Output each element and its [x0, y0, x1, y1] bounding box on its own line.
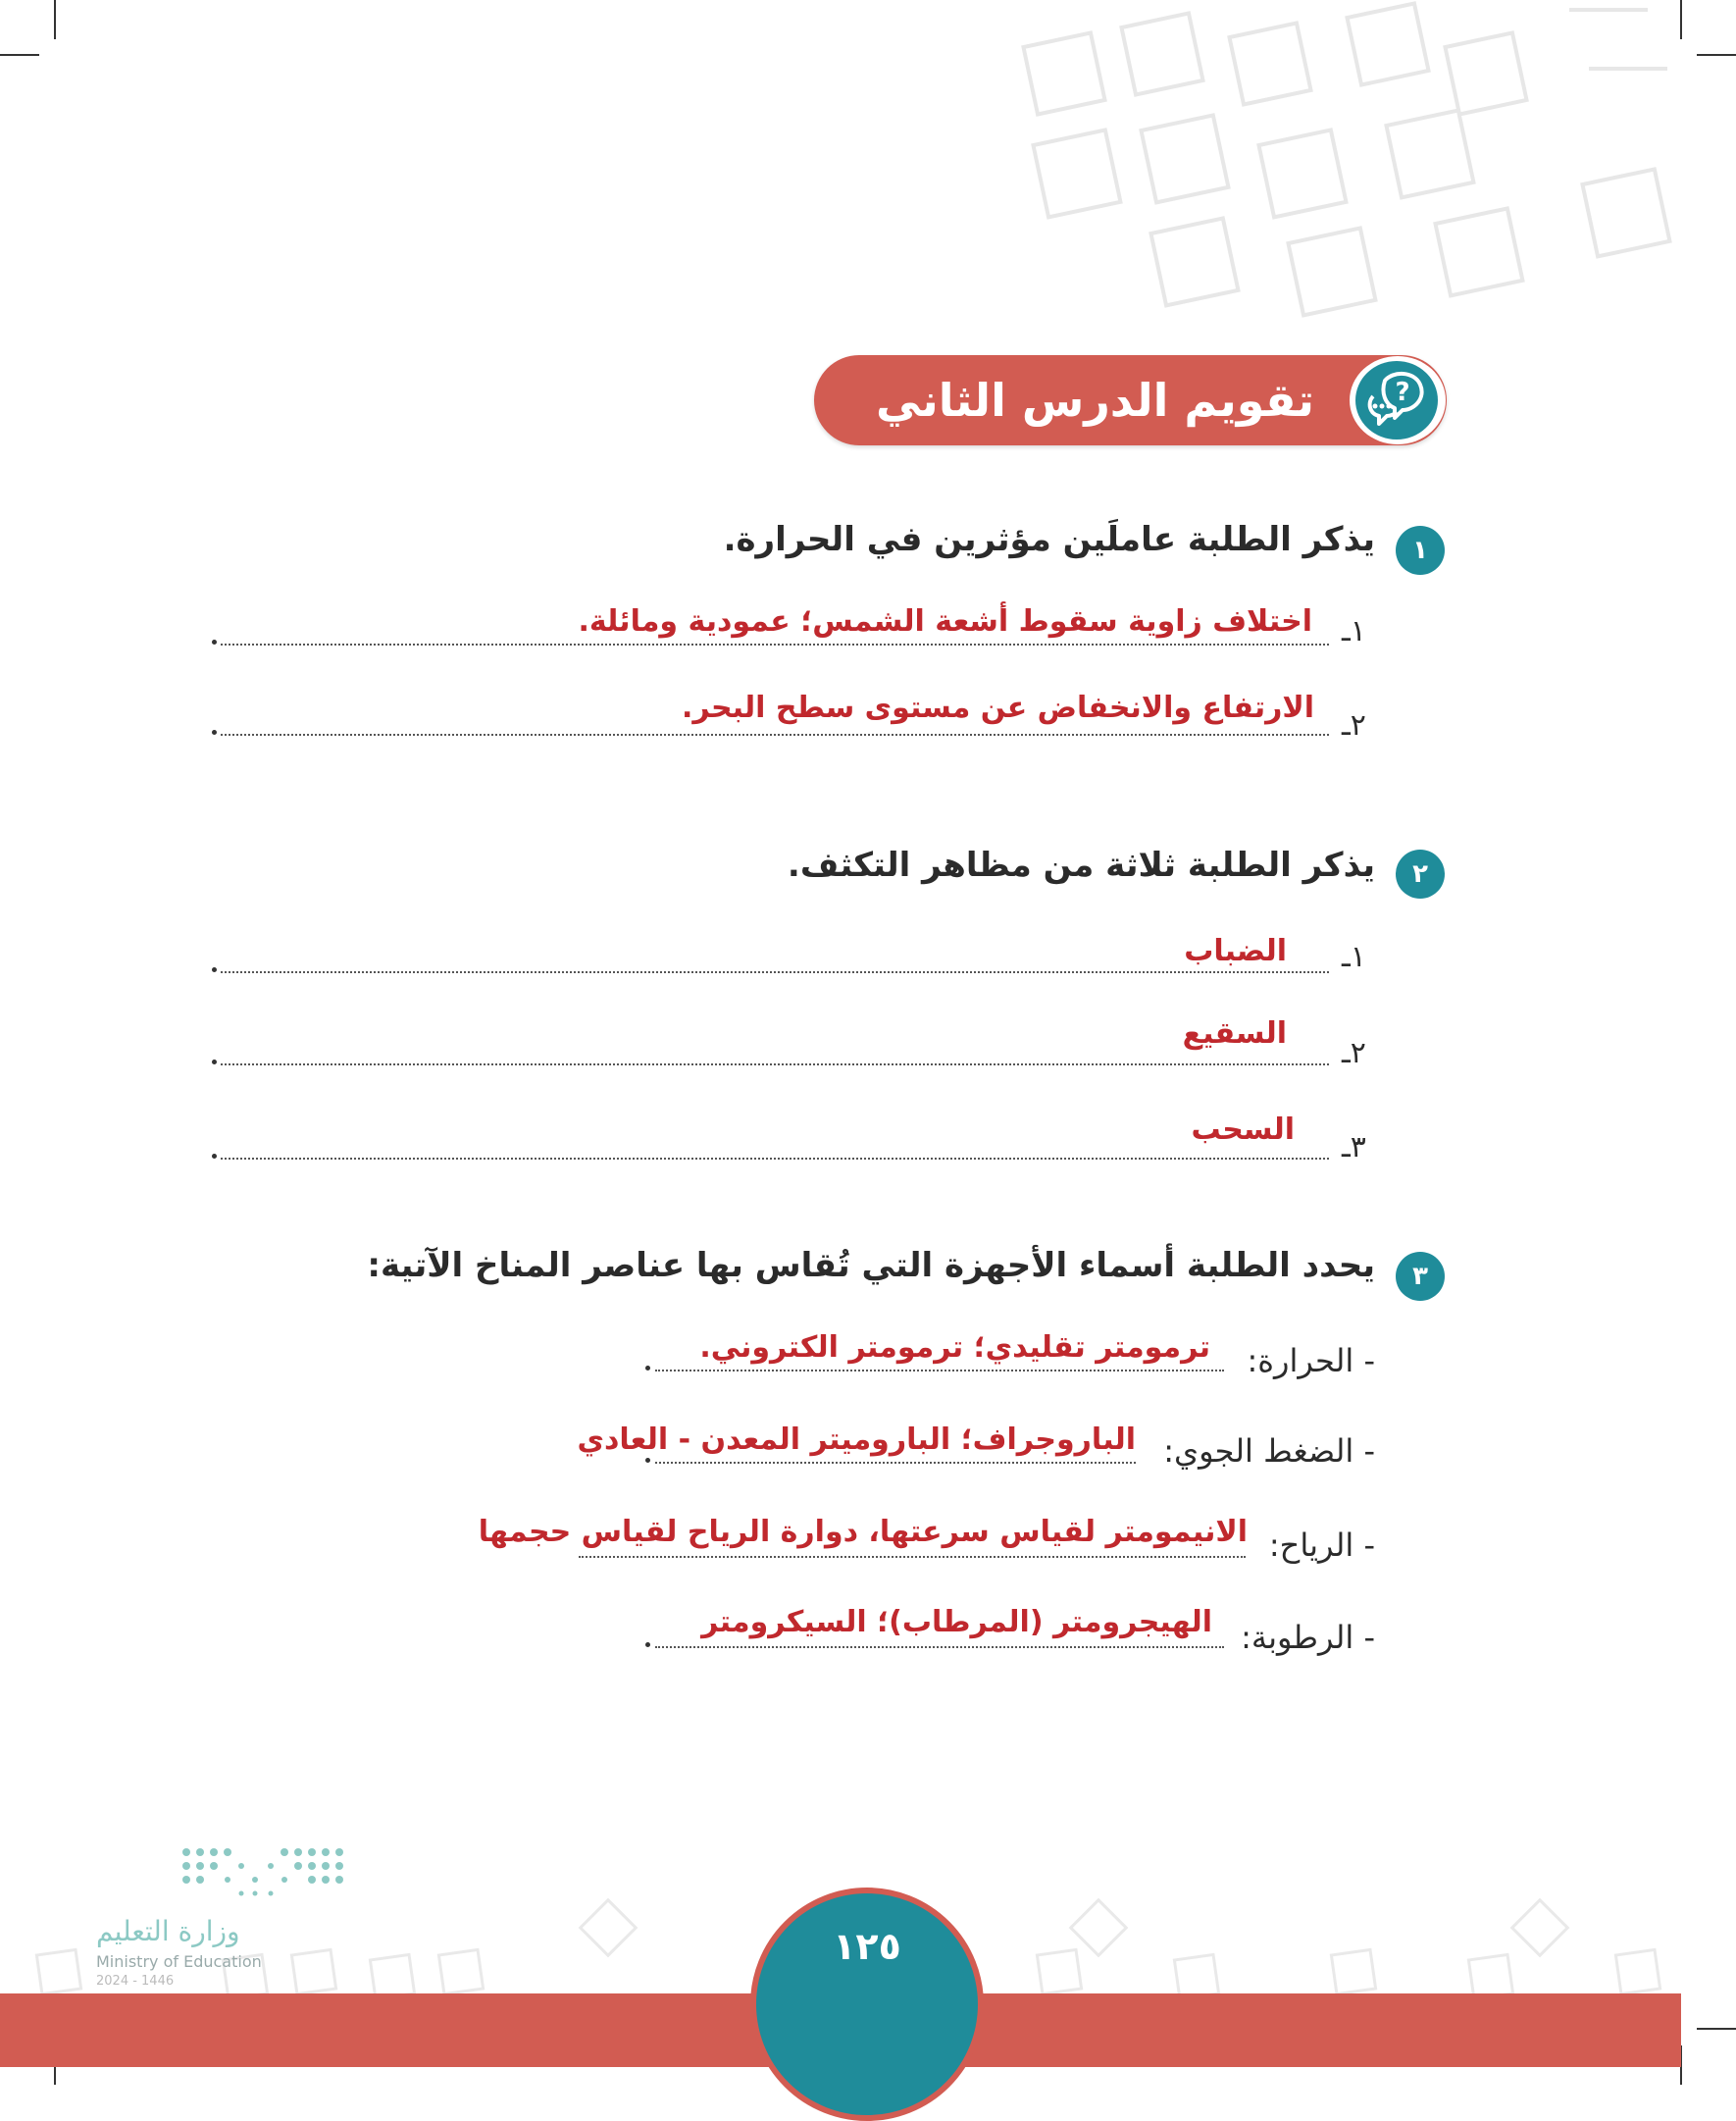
- question-3-number: ٣: [1396, 1252, 1445, 1301]
- q2-answer-2: السقيع: [1182, 1016, 1287, 1051]
- q2-answer-1: الضباب: [1184, 934, 1287, 968]
- question-1-text: يذكر الطلبة عاملَين مؤثرين في الحرارة.: [723, 520, 1375, 559]
- ministry-logo-year: 2024 - 1446: [96, 1974, 175, 1989]
- q2-answer-3-end-dot: [212, 1154, 217, 1159]
- q3-item-1-label: - الحرارة:: [1247, 1342, 1375, 1379]
- q3-item-3-label: - الرياح:: [1268, 1526, 1375, 1564]
- q1-answer-1: اختلاف زاوية سقوط أشعة الشمس؛ عمودية ومائلة.: [578, 604, 1312, 639]
- q1-answer-1-label: ١ـ: [1342, 614, 1366, 648]
- svg-text:?: ?: [1395, 378, 1410, 407]
- q3-item-4-end-dot: [645, 1642, 650, 1647]
- q3-item-2-end-dot: [645, 1458, 650, 1463]
- q1-answer-2-label: ٢ـ: [1342, 708, 1366, 743]
- page-number: ١٢٥: [833, 1925, 901, 1968]
- q2-answer-3-line: [221, 1158, 1329, 1160]
- q3-item-4-line: [655, 1646, 1224, 1648]
- q2-answer-2-end-dot: [212, 1060, 217, 1064]
- page-number-badge: [750, 1888, 984, 2121]
- q3-item-2-line: [655, 1462, 1136, 1464]
- question-2-text: يذكر الطلبة ثلاثة من مظاهر التكثف.: [787, 846, 1375, 885]
- q3-item-4-label: - الرطوبة:: [1241, 1619, 1375, 1656]
- q3-item-1-end-dot: [645, 1366, 650, 1371]
- q3-item-3-answer: الانيمومتر لقياس سرعتها، دوارة الرياح لقياس حجمها: [478, 1515, 1248, 1549]
- q1-answer-1-end-dot: [212, 640, 217, 645]
- q2-answer-2-line: [221, 1063, 1329, 1065]
- q2-answer-1-end-dot: [212, 967, 217, 972]
- question-3-text: يحدد الطلبة أسماء الأجهزة التي تُقاس بها عناصر المناخ الآتية:: [367, 1246, 1375, 1285]
- q3-item-1-line: [655, 1370, 1224, 1371]
- q2-answer-1-line: [221, 971, 1329, 973]
- ministry-logo-english: Ministry of Education: [96, 1952, 262, 1971]
- q3-item-2-label: - الضغط الجوي:: [1163, 1432, 1375, 1470]
- q1-answer-2: الارتفاع والانخفاض عن مستوى سطح البحر.: [681, 691, 1314, 725]
- q3-item-3-line: [579, 1556, 1246, 1558]
- page-title: تقويم الدرس الثاني عشر: [875, 374, 1314, 513]
- q3-item-4-answer: الهيجرومتر (المرطاب)؛ السيكرومتر: [701, 1605, 1212, 1639]
- question-2-number: ٢: [1396, 850, 1445, 899]
- ministry-logo-dots-icon: [177, 1844, 353, 1903]
- q2-answer-2-label: ٢ـ: [1342, 1036, 1366, 1070]
- question-speech-bubble-icon: [1355, 361, 1438, 440]
- q2-answer-3: السحب: [1191, 1112, 1295, 1147]
- q1-answer-2-end-dot: [212, 730, 217, 735]
- q1-answer-1-line: [221, 644, 1329, 646]
- q3-item-1-answer: ترمومتر تقليدي؛ ترمومتر الكتروني.: [699, 1330, 1210, 1365]
- q2-answer-1-label: ١ـ: [1342, 940, 1366, 974]
- q2-answer-3-label: ٣ـ: [1342, 1130, 1366, 1164]
- q3-item-2-answer: الباروجراف؛ الباروميتر المعدن - العادي: [577, 1423, 1136, 1457]
- q1-answer-2-line: [221, 734, 1329, 736]
- question-1-number: ١: [1396, 526, 1445, 575]
- ministry-logo-arabic: وزارة التعليم: [96, 1915, 240, 1947]
